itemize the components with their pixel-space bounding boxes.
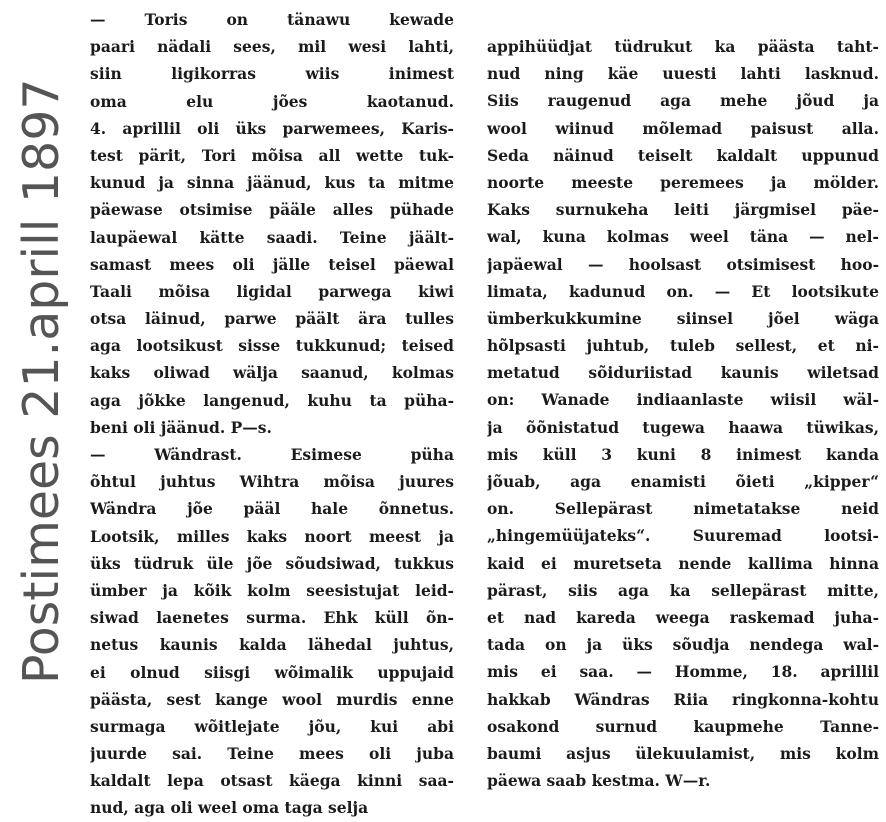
text-line: 4. aprillil oli üks parwemees, Karis- [90, 118, 454, 138]
text-line: baumi asjus ülekuulamist, mis kolm [487, 743, 879, 763]
text-line: aga lootsikust sisse tukkunud; teised [90, 336, 454, 356]
text-line: wool wiinud mõlemad paisust alla. [487, 118, 879, 138]
text-line: päewase otsimise pääle alles pühade [90, 200, 454, 220]
text-line: juurde sai. Teine mees oli juba [90, 744, 454, 764]
text-line: hõlpsasti juhtub, tuleb sellest, et ni- [487, 336, 879, 356]
text-line: Lootsik, milles kaks noort meest ja [90, 526, 454, 546]
text-line: siin ligikorras wiis inimest [90, 64, 454, 84]
text-line: beni oli jäänud. P—s. [90, 417, 272, 437]
text-line: netus kaunis kalda lähedal juhtus, [90, 635, 454, 655]
text-line: siwad laenetes surma. Ehk küll õn- [90, 608, 454, 628]
text-line: pärast, siis aga ka sellepärast mitte, [487, 580, 879, 600]
text-line: mis ei saa. — Homme, 18. aprillil [487, 662, 879, 682]
text-line: õhtul juhtus Wihtra mõisa juures [90, 472, 454, 492]
text-line: noorte meeste peremees ja mölder. [487, 172, 879, 192]
text-line: ja õõnistatud tugewa haawa tüwikas, [487, 417, 879, 437]
text-line: — Wändrast. Esimese püha [90, 445, 454, 464]
text-line: nud, aga oli weel oma taga selja [90, 798, 369, 818]
text-line: — Toris on tänawu kewade [90, 10, 454, 29]
text-line: üks tüdruk üle jõe sõudsiwad, tukkus [90, 553, 454, 573]
right-column [487, 33, 879, 794]
text-line: test pärit, Tori mõisa all wette tuk- [90, 145, 454, 165]
text-line: kaldalt lepa otsast käega kinni saa- [90, 771, 454, 791]
text-line: on. Sellepärast nimetatakse neid [487, 499, 879, 519]
left-column [90, 6, 454, 822]
text-line: „hingemüüjateks“. Suuremad lootsi- [487, 526, 879, 546]
text-line: metatud sõiduriistad kaunis wiletsad [487, 363, 879, 383]
text-line: wal, kuna kolmas weel täna — nel- [487, 227, 879, 247]
text-line: on: Wanade indiaanlaste wiisil wäl- [487, 390, 879, 410]
text-line: Taali mõisa ligidal parwega kiwi [90, 281, 454, 301]
caption-text: Postimees 21.aprill 1897 [13, 78, 70, 684]
text-line: Siis raugenud aga mehe jõud ja [487, 91, 879, 111]
text-line: otsa läinud, parwe päält ära tulles [90, 309, 454, 329]
text-line: tada on ja üks sõudja nendega wal- [487, 635, 879, 655]
text-line: laupäewal kätte saadi. Teine jäält- [90, 227, 454, 247]
text-line: päewa saab kestma. W—r. [487, 771, 711, 791]
text-line: kunud ja sinna jäänud, kus ta mitme [90, 173, 454, 193]
text-line: kaid ei muretseta nende kallima hinna [487, 553, 879, 573]
text-line: Wändra jõe pääl hale õnnetus. [90, 499, 454, 519]
text-line: surmaga wõitlejate jõu, kui abi [90, 716, 454, 736]
text-line: ümber ja kõik kolm seesistujat leid- [90, 580, 454, 600]
text-line: ei olnud siisgi wõimalik uppujaid [90, 662, 454, 682]
text-line: samast mees oli jälle teisel päewal [90, 254, 454, 274]
text-line: appihüüdjat tüdrukut ka päästa taht- [487, 37, 879, 56]
text-line: et nad kareda weega raskemad juha- [487, 607, 879, 627]
text-line: ümberkukkumine siinsel jõel wäga [487, 308, 879, 328]
text-line: oma elu jões kaotanud. [90, 91, 454, 111]
text-line: jõuab, aga enamisti õieti „kipper“ [487, 472, 879, 491]
text-line: hakkab Wändras Riia ringkonna-kohtu [487, 689, 879, 709]
text-line: mis küll 3 kuni 8 inimest kanda [487, 444, 879, 464]
text-line: nud ning käe uuesti lahti lasknud. [487, 64, 879, 84]
text-line: japäewal — hoolsast otsimisest hoo- [487, 254, 879, 274]
text-line: Seda näinud teiselt kaldalt uppunud [487, 145, 879, 165]
text-line: paari nädali sees, mil wesi lahti, [90, 37, 454, 57]
text-line: kaks oliwad wälja saanud, kolmas [90, 363, 454, 383]
text-line: limata, kadunud on. — Et lootsikute [487, 281, 879, 301]
text-line: päästa, sest kange wool murdis enne [90, 689, 454, 709]
text-line: aga jõkke langenud, kuhu ta püha- [90, 390, 454, 410]
text-line: Kaks surnukeha leiti järgmisel päe- [487, 200, 879, 220]
text-line: osakond surnud kaupmehe Tanne- [487, 716, 879, 736]
